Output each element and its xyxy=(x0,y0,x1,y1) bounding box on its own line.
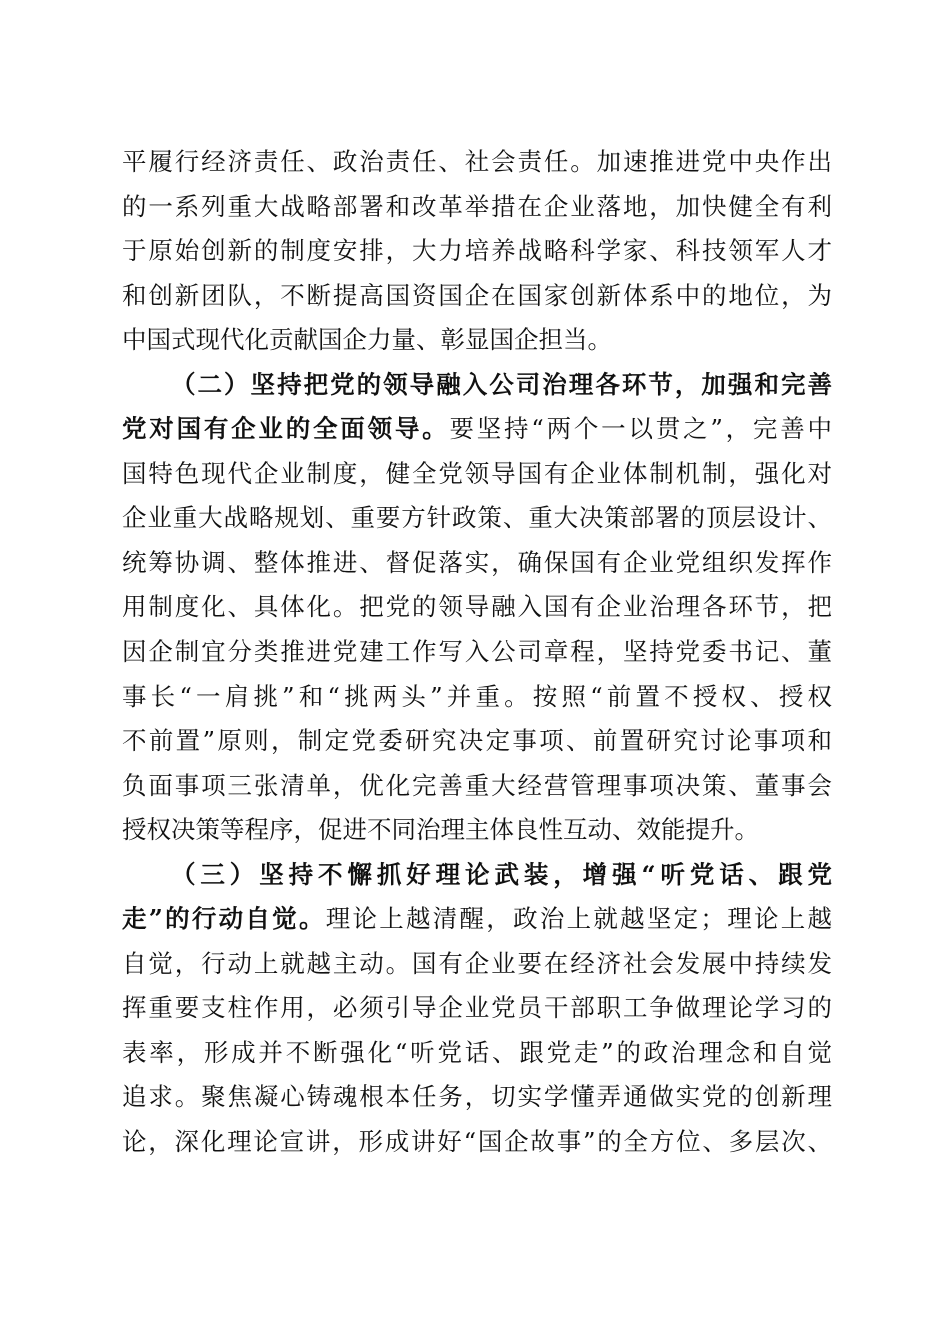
paragraph-line xyxy=(122,496,832,541)
section-heading-2: （二）坚持把党的领导融入公司治理各环节，加强和完善 xyxy=(171,369,832,399)
line-text: 追求。聚焦凝心铸魂根本任务，切实学懂弄通做实党的创新理 xyxy=(122,1082,832,1112)
paragraph-line xyxy=(122,897,832,942)
paragraph-line xyxy=(122,986,832,1031)
paragraph-line xyxy=(122,229,832,274)
paragraph-line xyxy=(122,452,832,497)
paragraph-line xyxy=(122,942,832,987)
line-text: 理论上越清醒，政治上就越坚定；理论上越 xyxy=(325,904,832,934)
line-text: 负面事项三张清单，优化完善重大经营管理事项决策、董事会 xyxy=(122,770,832,800)
line-text: 自觉，行动上就越主动。国有企业要在经济社会发展中持续发 xyxy=(122,948,832,978)
line-text: 用制度化、具体化。把党的领导融入国有企业治理各环节，把 xyxy=(122,592,832,622)
paragraph-line xyxy=(122,1031,832,1076)
line-text: 和创新团队，不断提高国资国企在国家创新体系中的地位，为 xyxy=(122,280,832,310)
paragraph-line xyxy=(122,274,832,319)
line-text: 事长“一肩挑”和“挑两头”并重。按照“前置不授权、授权 xyxy=(122,681,832,711)
paragraph-line xyxy=(122,407,832,452)
paragraph-line xyxy=(122,541,832,586)
paragraph-line xyxy=(122,1075,832,1120)
line-text: 于原始创新的制度安排，大力培养战略科学家、科技领军人才 xyxy=(122,236,832,266)
line-text: 因企制宜分类推进党建工作写入公司章程，坚持党委书记、董 xyxy=(122,637,832,667)
line-text: 平履行经济责任、政治责任、社会责任。加速推进党中央作出 xyxy=(122,147,832,176)
paragraph-line xyxy=(122,808,832,853)
paragraph-line xyxy=(122,318,832,363)
paragraph-line xyxy=(122,585,832,630)
line-text: 国特色现代企业制度，健全党领导国有企业体制机制，强化对 xyxy=(122,458,832,488)
line-text: 企业重大战略规划、重要方针政策、重大决策部署的顶层设计、 xyxy=(122,503,832,533)
line-text: 表率，形成并不断强化“听党话、跟党走”的政治理念和自觉 xyxy=(122,1037,832,1067)
paragraph-line xyxy=(122,1120,832,1165)
line-text: 不前置”原则，制定党委研究决定事项、前置研究讨论事项和 xyxy=(122,726,832,756)
paragraph-line xyxy=(122,675,832,720)
document-body xyxy=(122,140,832,1165)
section-heading-line xyxy=(122,363,832,408)
section-heading-line xyxy=(122,853,832,898)
section-heading-2-cont: 党对国有企业的全面领导。 xyxy=(122,414,450,444)
paragraph-line xyxy=(122,140,832,185)
line-text: 中国式现代化贡献国企力量、彰显国企担当。 xyxy=(122,325,612,355)
paragraph-line xyxy=(122,185,832,230)
line-text: 论，深化理论宣讲，形成讲好“国企故事”的全方位、多层次、 xyxy=(122,1127,832,1157)
line-text: 挥重要支柱作用，必须引导企业党员干部职工争做理论学习的 xyxy=(122,993,832,1023)
section-heading-3: （三）坚持不懈抓好理论武装，增强“听党话、跟党 xyxy=(171,859,832,889)
paragraph-line xyxy=(122,764,832,809)
paragraph-line xyxy=(122,719,832,764)
line-text: 要坚持“两个一以贯之”，完善中 xyxy=(449,414,832,444)
line-text: 授权决策等程序，促进不同治理主体良性互动、效能提升。 xyxy=(122,815,759,845)
section-heading-3-cont: 走”的行动自觉。 xyxy=(122,904,326,934)
line-text: 的一系列重大战略部署和改革举措在企业落地，加快健全有利 xyxy=(122,191,832,221)
line-text: 统筹协调、整体推进、督促落实，确保国有企业党组织发挥作 xyxy=(122,547,832,577)
paragraph-line xyxy=(122,630,832,675)
